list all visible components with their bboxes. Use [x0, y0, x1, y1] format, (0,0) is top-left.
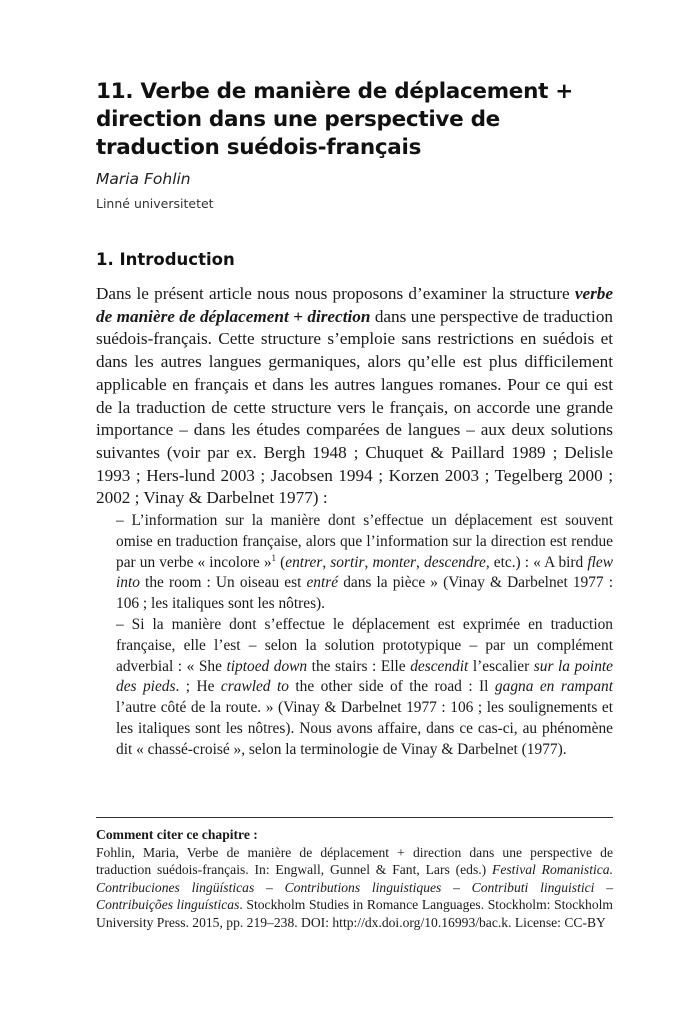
quote-text: the other side of the road : Il	[288, 678, 495, 696]
section-heading: 1. Introduction	[96, 250, 235, 269]
quote-italic: crawled to	[220, 678, 289, 696]
quote-text: ,	[364, 553, 373, 571]
quote-item-2	[116, 615, 613, 761]
quote-italic: descendre	[424, 553, 486, 571]
citation-italic: Festival Romanistica. Contribuciones lingüísticas – Contributions linguistiques – Contributi linguistici – Contribuições linguísticas	[96, 862, 613, 913]
quote-italic: descendit	[410, 657, 469, 675]
quote-text: l’autre côté de la route. » (Vinay & Darbelnet 1977 : 106 ; les soulignements et les italiques sont les nôtres). Nous avons affaire, dans ce cas-ci, au phénomène dit « chassé-croisé », selon la terminologie de Vinay & Darbelnet (1977).	[116, 699, 613, 758]
intro-emphasis: verbe de manière de déplacement + direction	[96, 284, 613, 326]
quote-italic: sortir	[330, 553, 365, 571]
quote-text: . ; He	[175, 678, 221, 696]
quote-text: – Si la manière dont s’effectue le déplacement est exprimée en traduction française, elle l’est – selon la solution prototypique – par un complément adverbial : « She	[116, 615, 613, 675]
citation-part: . Stockholm Studies in Romance Languages. Stockholm: Stockholm University Press. 2015, pp. 219–238. DOI: http://dx.doi.org/10.16993/bac.k. License: CC-BY	[96, 897, 613, 930]
citation-text	[96, 844, 613, 932]
example-quote-block	[116, 511, 613, 761]
citation-heading: Comment citer ce chapitre :	[96, 827, 258, 842]
intro-text-2: dans une perspective de traduction suédois-français. Cette structure s’emploie sans restrictions en suédois et dans les autres langues germaniques, alors qu’elle est plus difficilement applicable en français et dans les autres langues romanes. Pour ce qui est de la traduction de cette structure vers le français, on accorde une grande importance – dans les études comparées de langues – aux deux solutions suivantes (voir par ex. Bergh 1948 ; Chuquet & Paillard 1989 ; Delisle 1993 ; Hers-lund 2003 ; Jacobsen 1994 ; Korzen 2003 ; Tegelberg 2000 ; 2002 ; Vinay & Darbelnet 1977) :	[96, 306, 614, 508]
quote-italic: flew into	[116, 553, 614, 592]
quote-text: ,	[322, 553, 331, 571]
quote-text: ,	[416, 553, 424, 571]
quote-text: the room : Un oiseau est	[139, 574, 307, 592]
citation-part: Fohlin, Maria, Verbe de manière de déplacement + direction dans une perspective de traduction suédois-français. In: Engwall, Gunnel & Fant, Lars (eds.)	[96, 844, 613, 878]
quote-text: the stairs : Elle	[307, 657, 411, 675]
footnote-marker: 1	[271, 552, 277, 563]
quote-italic: entré	[306, 574, 339, 592]
chapter-title: 11. Verbe de manière de déplacement + direction dans une perspective de traduction suédois-français	[96, 79, 573, 160]
quote-text: dans la pièce » (Vinay & Darbelnet 1977 : 106 ; les italiques sont les nôtres).	[116, 574, 614, 613]
quote-italic: tiptoed down	[226, 657, 308, 675]
quote-italic: gagna en rampant	[494, 678, 613, 696]
quote-text: – L’information sur la manière dont s’effectue un déplacement est souvent omise en traduction française, alors que l’information sur la direction est rendue par un verbe « incolore »	[116, 512, 613, 571]
quote-italic: monter	[372, 553, 417, 571]
citation-block	[96, 826, 613, 932]
quote-item-1	[116, 511, 613, 615]
quote-italic: entrer	[285, 553, 323, 571]
footnote-divider	[96, 817, 613, 818]
quote-text: (	[276, 553, 286, 571]
intro-text-1: Dans le présent article nous nous proposons d’examiner la structure	[96, 284, 575, 303]
author-affiliation: Linné universitetet	[96, 196, 214, 211]
intro-paragraph	[96, 283, 613, 510]
quote-italic: sur la pointe des pieds	[116, 657, 613, 696]
author-name: Maria Fohlin	[96, 170, 191, 188]
quote-text: , etc.) : « A bird	[485, 553, 588, 571]
quote-text: l’escalier	[468, 657, 534, 675]
